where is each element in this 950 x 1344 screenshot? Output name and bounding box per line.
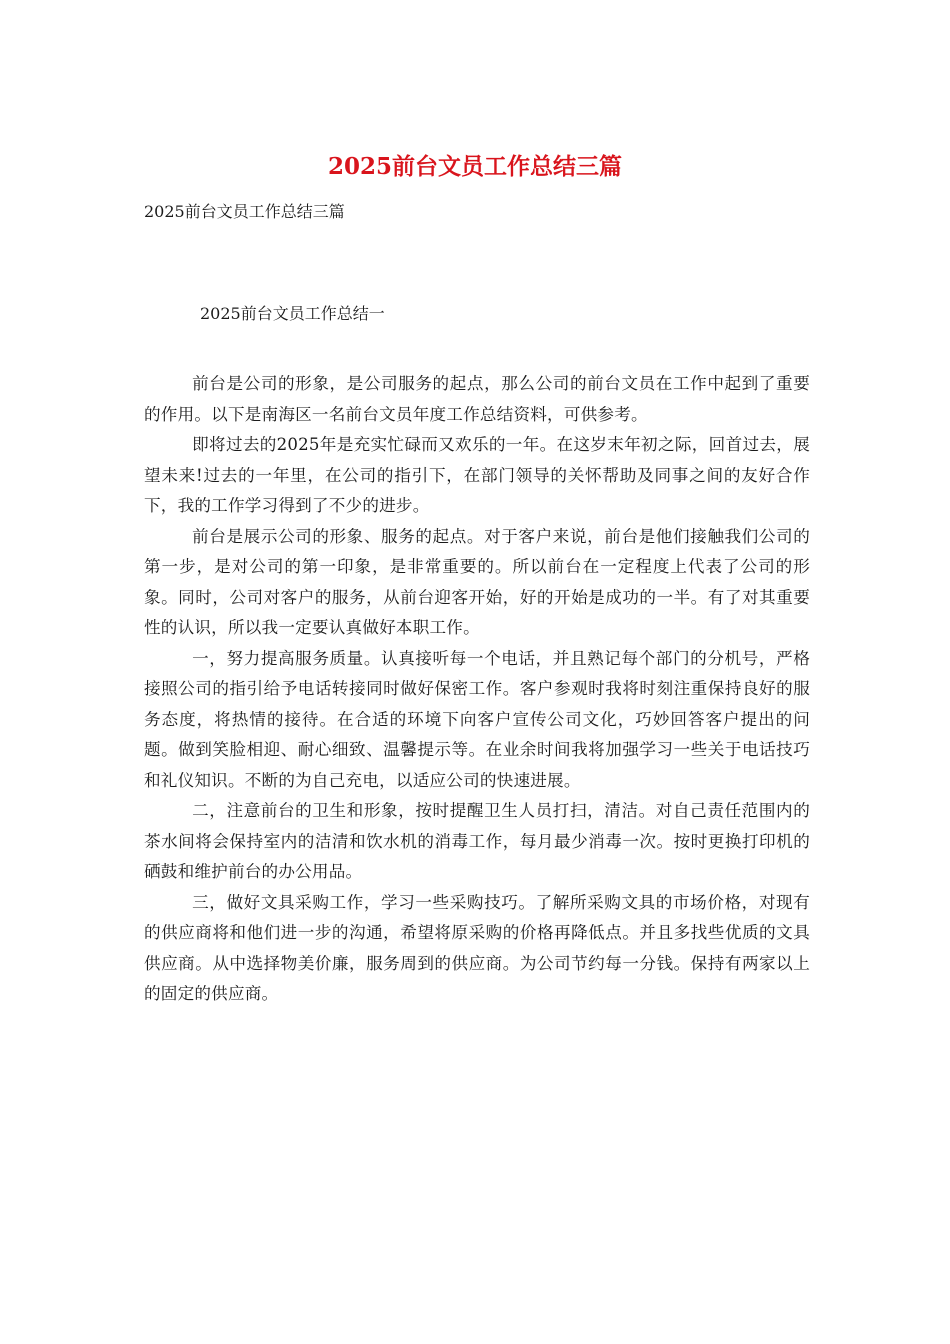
paragraph-point-one: 一，努力提高服务质量。认真接听每一个电话，并且熟记每个部门的分机号，严格接照公司的指引给予电话转接同时做好保密工作。客户参观时我将时刻注重保持良好的服务态度，将热情的接待。在合适的环境下向客户宣传公司文化，巧妙回答客户提出的问题。做到笑脸相迎、耐心细致、温馨提示等。在业余时间我将加强学习一些关于电话技巧和礼仪知识。不断的为自己充电，以适应公司的快速进展。 <box>144 648 810 790</box>
body-text <box>144 369 810 1010</box>
paragraph-year-review: 即将过去的2025年是充实忙碌而又欢乐的一年。在这岁末年初之际，回首过去，展望未来!过去的一年里，在公司的指引下，在部门领导的关怀帮助及同事之间的友好合作下，我的工作学习得到了不少的进步。 <box>144 435 810 515</box>
paragraph-front-desk-role: 前台是展示公司的形象、服务的起点。对于客户来说，前台是他们接触我们公司的第一步，是对公司的第一印象，是非常重要的。所以前台在一定程度上代表了公司的形象。同时，公司对客户的服务，从前台迎客开始，好的开始是成功的一半。有了对其重要性的认识，所以我一定要认真做好本职工作。 <box>144 526 810 637</box>
paragraph-intro: 前台是公司的形象，是公司服务的起点，那么公司的前台文员在工作中起到了重要的作用。以下是南海区一名前台文员年度工作总结资料，可供参考。 <box>144 374 810 424</box>
paragraph-point-three: 三，做好文具采购工作，学习一些采购技巧。了解所采购文具的市场价格，对现有的供应商将和他们进一步的沟通，希望将原采购的价格再降低点。并且多找些优质的文具供应商。从中选择物美价廉，服务周到的供应商。为公司节约每一分钱。保持有两家以上的固定的供应商。 <box>144 892 810 1003</box>
section-heading: 2025前台文员工作总结一 <box>200 304 385 323</box>
document-title: 2025前台文员工作总结三篇 <box>327 153 622 180</box>
document-subtitle: 2025前台文员工作总结三篇 <box>144 202 345 221</box>
paragraph-point-two: 二，注意前台的卫生和形象，按时提醒卫生人员打扫，清洁。对自己责任范围内的茶水间将会保持室内的洁清和饮水机的消毒工作，每月最少消毒一次。按时更换打印机的硒鼓和维护前台的办公用品。 <box>144 801 810 881</box>
